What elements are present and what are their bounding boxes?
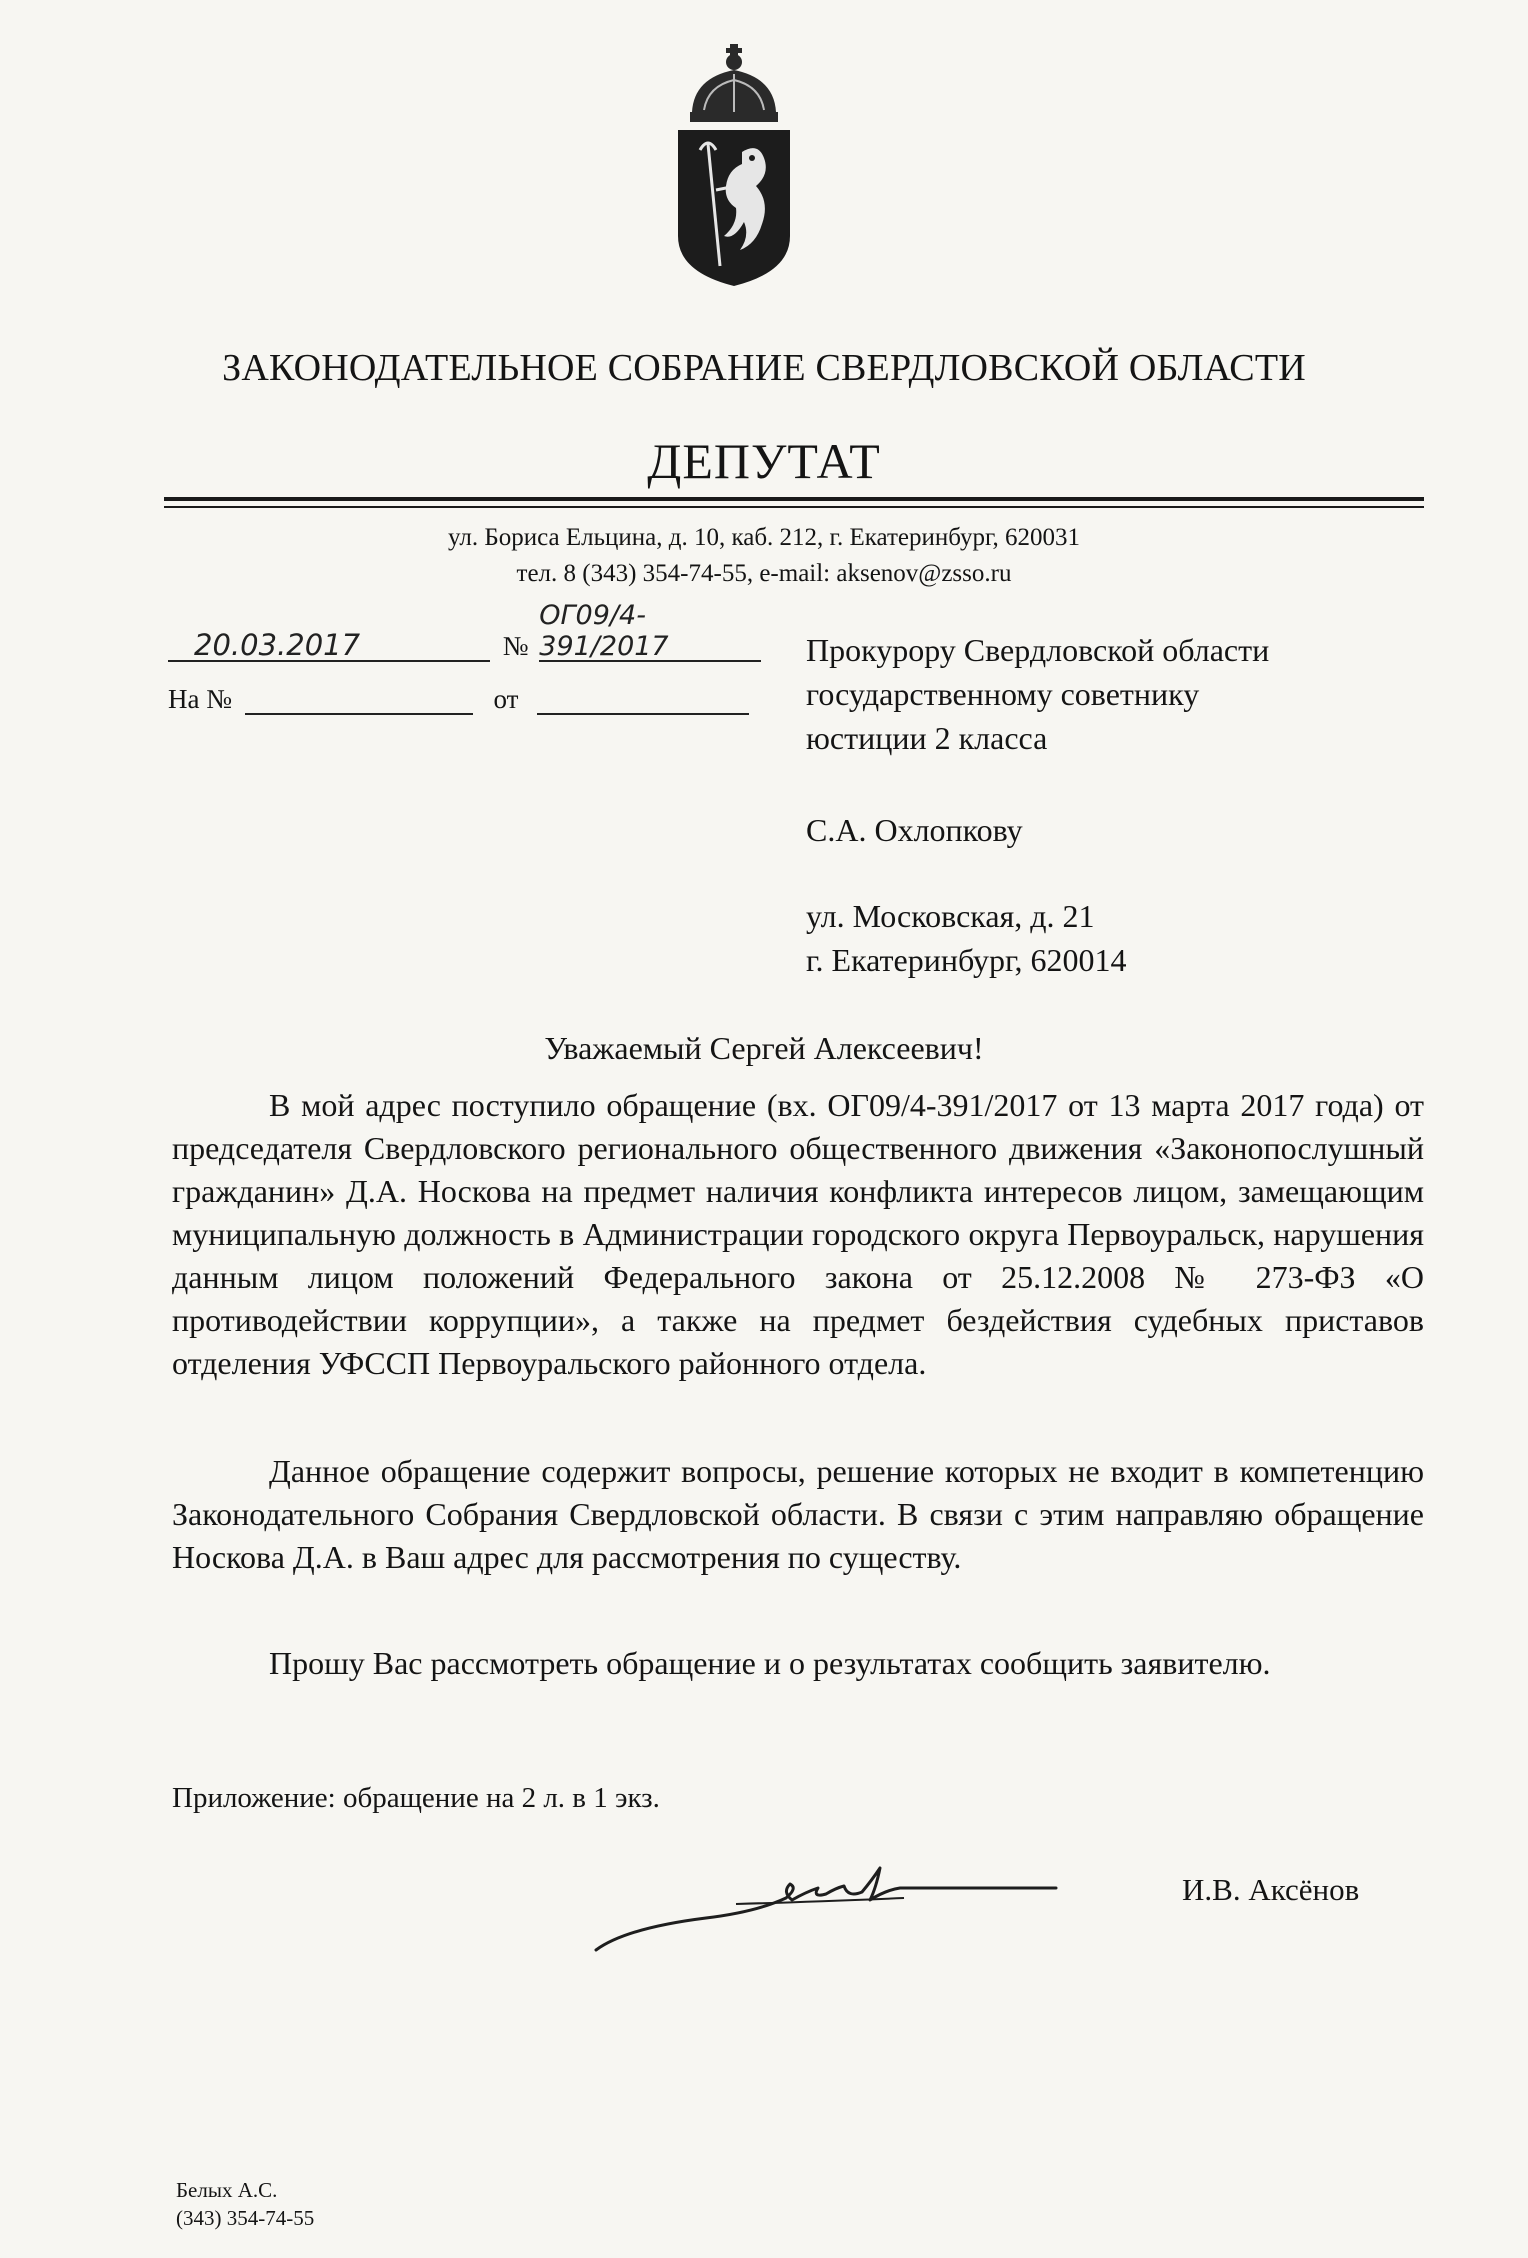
number-label: № xyxy=(502,631,529,661)
salutation: Уважаемый Сергей Алексеевич! xyxy=(544,1030,984,1066)
executor-phone: (343) 354-74-55 xyxy=(176,2206,315,2230)
executor-name: Белых А.С. xyxy=(176,2178,278,2202)
registration-date-row xyxy=(168,600,761,662)
body-paragraph-1: В мой адрес поступило обращение (вх. ОГ09/4-391/2017 от 13 марта 2017 года) от председателя Свердловского регионального общественного движения «Законопослушный гражданин» Д.А. Носкова на предмет наличия конфликта интересов лицом, замещающим муниципальную должность в Администрации городского округа Первоуральск, нарушения данным лицом положений Федерального закона от 25.12.2008 № 273-ФЗ «О противодействии коррупции», а также на предмет бездействия судебных приставов отделения УФССП Первоуральского районного отдела. xyxy=(172,1087,1424,1381)
registration-date: 20.03.2017 xyxy=(194,628,361,662)
number-blank xyxy=(539,600,761,662)
sender-address xyxy=(0,520,1528,592)
reference-label: На № xyxy=(168,684,232,714)
recipient-street: ул. Московская, д. 21 xyxy=(806,898,1095,934)
attachment-note: Приложение: обращение на 2 л. в 1 экз. xyxy=(172,1782,660,1814)
reference-from-label: от xyxy=(493,684,519,714)
recipient-line: юстиции 2 класса xyxy=(806,720,1048,756)
date-blank xyxy=(168,622,490,662)
signer-name: И.В. Аксёнов xyxy=(1182,1872,1360,1907)
recipient-address xyxy=(806,894,1127,982)
reference-number-blank xyxy=(245,685,473,715)
body-paragraph-2: Данное обращение содержит вопросы, решение которых не входит в компетенцию Законодательного Собрания Свердловской области. В связи с этим направляю обращение Носкова Д.А. в Ваш адрес для рассмотрения по существу. xyxy=(172,1453,1424,1575)
document-heading: ДЕПУТАТ xyxy=(647,433,881,489)
reference-date-blank xyxy=(537,685,749,715)
coat-of-arms-emblem xyxy=(664,40,804,290)
recipient-city: г. Екатеринбург, 620014 xyxy=(806,942,1127,978)
body-paragraph-3: Прошу Вас рассмотреть обращение и о результатах сообщить заявителю. xyxy=(269,1645,1271,1681)
registration-number: ОГ09/4-391/2017 xyxy=(539,600,669,662)
handwritten-signature xyxy=(586,1858,1066,1958)
recipient-line: государственному советнику xyxy=(806,676,1200,712)
recipient-line: Прокурору Свердловской области xyxy=(806,632,1270,668)
header-divider-thin xyxy=(164,506,1424,508)
organization-title: ЗАКОНОДАТЕЛЬНОЕ СОБРАНИЕ СВЕРДЛОВСКОЙ ОБЛАСТИ xyxy=(222,347,1306,389)
recipient-position xyxy=(806,628,1269,760)
header-divider-thick xyxy=(164,497,1424,501)
contact-line: тел. 8 (343) 354-74-55, e-mail: aksenov@zsso.ru xyxy=(516,560,1012,587)
recipient-name: С.А. Охлопкову xyxy=(806,812,1023,848)
address-line: ул. Бориса Ельцина, д. 10, каб. 212, г. Екатеринбург, 620031 xyxy=(448,524,1080,551)
reference-row xyxy=(168,684,749,715)
